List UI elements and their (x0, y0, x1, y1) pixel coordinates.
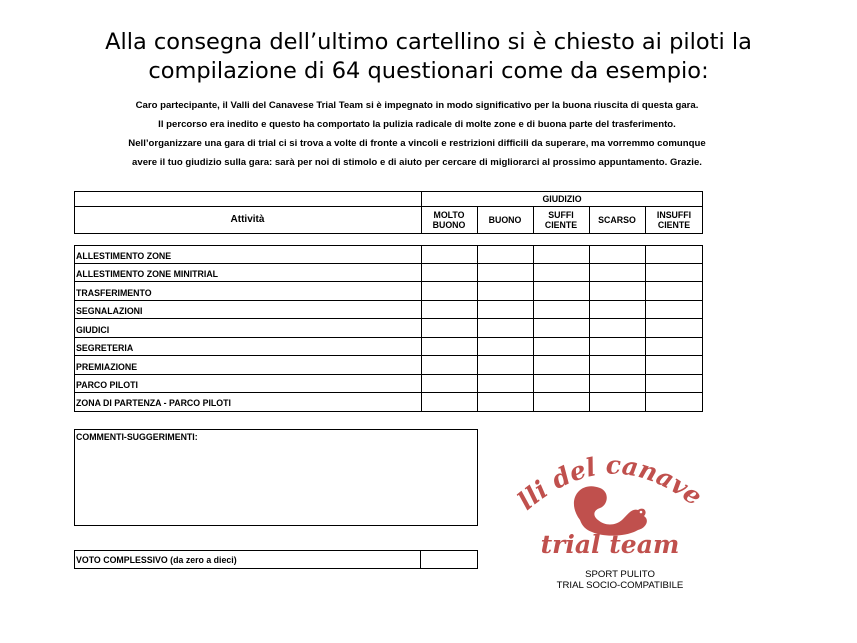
column-header-scarso: SCARSO (598, 215, 636, 225)
table-row-label: PREMIAZIONE (76, 362, 138, 372)
intro-paragraph (60, 96, 774, 172)
column-header-sufficiente: SUFFI CIENTE (544, 210, 578, 230)
intro-line: Caro partecipante, il Valli del Canavese Trial Team si è impegnato in modo significativo per la buona riuscita di questa gara. (135, 100, 699, 111)
comments-box (74, 429, 478, 526)
title-line-1: Alla consegna dell’ultimo cartellino si è chiesto ai piloti la (105, 29, 752, 55)
title-line-2: compilazione di 64 questionari come da esempio: (148, 58, 709, 84)
table-row-label: ALLESTIMENTO ZONE MINITRIAL (76, 269, 219, 279)
table-row-label: PARCO PILOTI (76, 380, 138, 390)
column-header-molto-buono: MOLTO BUONO (432, 210, 466, 230)
slide-title (0, 28, 857, 86)
table-row-label: SEGNALAZIONI (76, 306, 143, 316)
table-row-label: SEGRETERIA (76, 343, 134, 353)
column-header-insufficiente: INSUFFI CIENTE (656, 210, 692, 230)
column-header-buono: BUONO (488, 215, 522, 225)
squirrel-icon (574, 486, 647, 535)
intro-line: avere il tuo giudizio sulla gara: sarà per noi di stimolo e di aiuto per cercare di migliorarci al prossimo appuntamento. Grazie. (132, 157, 702, 168)
vote-label: VOTO COMPLESSIVO (da zero a dieci) (76, 555, 237, 565)
comments-label: COMMENTI-SUGGERIMENTI: (76, 432, 198, 442)
activity-header: Attività (230, 214, 265, 225)
table-row-label: TRASFERIMENTO (76, 288, 152, 298)
table-row-label: ALLESTIMENTO ZONE (76, 251, 172, 261)
team-logo (510, 450, 710, 565)
logo-bottom-text: trial team (540, 530, 680, 559)
intro-line: Il percorso era inedito e questo ha comportato la pulizia radicale di molte zone e di buona parte del trasferimento. (158, 119, 676, 130)
vote-box (74, 550, 478, 569)
footer-line-1: SPORT PULITO (585, 569, 655, 580)
svg-text:valli del canavese (510, 450, 708, 516)
judgement-header: GIUDIZIO (542, 193, 582, 204)
intro-line: Nell’organizzare una gara di trial ci si trova a volte di fronte a vincoli e restrizioni difficili da superare, ma vorremmo comunque (128, 138, 706, 149)
logo-top-text: lli del canave (512, 450, 708, 516)
logo-caption (520, 569, 720, 591)
footer-line-2: TRIAL SOCIO-COMPATIBILE (556, 580, 684, 591)
vote-input-cell (420, 550, 421, 569)
table-row-label: GIUDICI (76, 325, 110, 335)
table-row-label: ZONA DI PARTENZA - PARCO PILOTI (76, 398, 231, 408)
